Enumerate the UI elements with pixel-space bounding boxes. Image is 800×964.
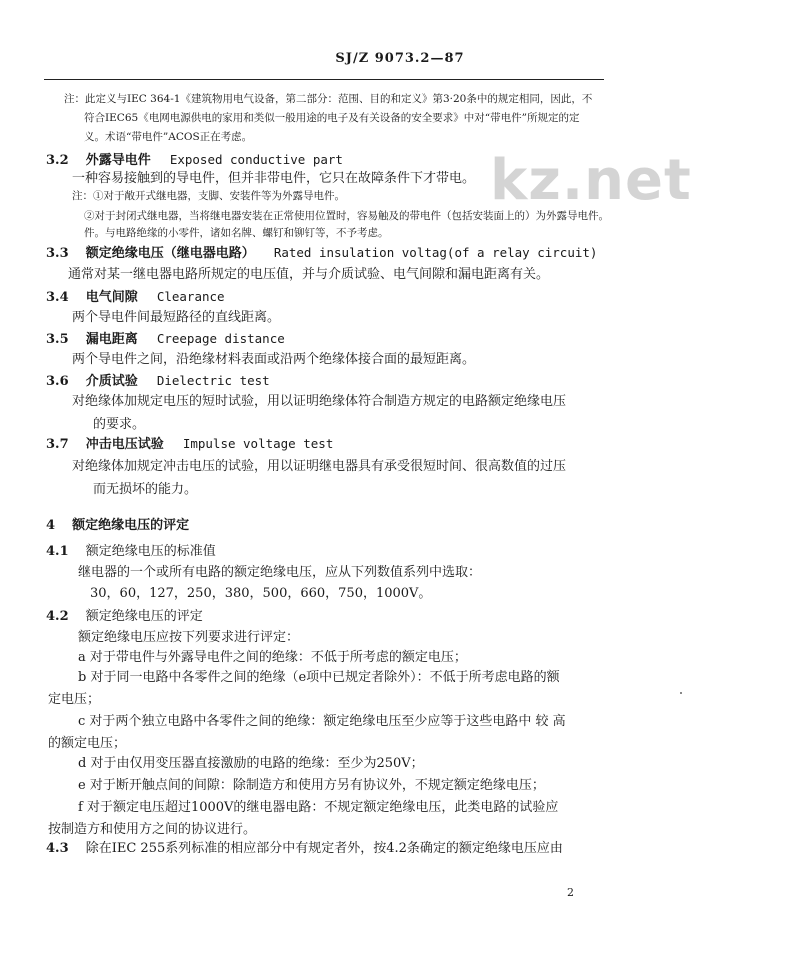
item-c-cont: 的额定电压；: [48, 736, 127, 751]
item-b: b 对于同一电路中各零件之间的绝缘（e项中已规定者除外）：不低于所考虑电路的额: [78, 670, 560, 685]
item-e: e 对于断开触点间的间隙：除制造方和使用方另有协议外，不规定额定绝缘电压；: [78, 778, 545, 793]
section-title: 外露导电件: [85, 153, 151, 168]
item-d: d 对于由仅用变压器直接激励的电路的绝缘：至少为250V；: [78, 756, 424, 771]
section-title: 介质试验: [85, 374, 138, 389]
section-3-7-text-cont: 而无损坏的能力。: [93, 482, 198, 497]
section-title: 电气间隙: [85, 290, 138, 305]
section-4-2-intro: 额定绝缘电压应按下列要求进行评定：: [78, 630, 300, 645]
section-3-2-note-2-cont: 件。与电路绝缘的小零件，诸如名牌、螺钉和铆钉等，不予考虑。: [84, 227, 389, 239]
item-b-cont: 定电压；: [48, 692, 101, 707]
section-3-6-text: 对绝缘体加规定电压的短时试验，用以证明绝缘体符合制造方规定的电路额定绝缘电压: [72, 394, 567, 409]
section-3-3-text: 通常对某一继电器电路所规定的电压值，并与介质试验、电气间隙和漏电距离有关。: [68, 267, 550, 282]
section-3-2-text: 一种容易接触到的导电件，但并非带电件，它只在故障条件下才带电。: [72, 171, 476, 186]
section-3-6-heading: [46, 370, 270, 389]
section-title: 额定绝缘电压的评定: [72, 518, 190, 533]
item-a: a 对于带电件与外露导电件之间的绝缘：不低于所考虑的额定电压；: [78, 650, 467, 665]
section-3-7-text: 对绝缘体加规定冲击电压的试验，用以证明继电器具有承受很短时间、很高数值的过压: [72, 459, 567, 474]
header-rule: [44, 79, 604, 80]
note-line-3: 义。术语“带电件”ACOS正在考虑。: [84, 131, 253, 143]
section-number: 4: [46, 518, 56, 533]
section-title: 额定绝缘电压（继电器电路）: [85, 246, 255, 261]
section-3-5-text: 两个导电件之间，沿绝缘材料表面或沿两个绝缘体接合面的最短距离。: [72, 352, 476, 367]
item-c: c 对于两个独立电路中各零件之间的绝缘：额定绝缘电压至少应等于这些电路中 较 高: [78, 714, 566, 729]
section-title-en: Clearance: [156, 289, 225, 304]
section-4-1-text: 继电器的一个或所有电路的额定绝缘电压，应从下列数值系列中选取：: [78, 565, 482, 580]
section-number: 3.5: [46, 332, 69, 347]
section-number: 3.7: [46, 437, 69, 452]
section-title-en: Exposed conductive part: [169, 152, 343, 167]
section-3-2-note-1: 注：①对于敞开式继电器，支脚、安装件等为外露导电件。: [72, 190, 345, 202]
section-3-2-note-2: ②对于封闭式继电器，当将继电器安装在正常使用位置时，容易触及的带电件（包括安装面上的）为外露导电件。: [84, 210, 609, 222]
note-line-1: 注：此定义与IEC 364-1《建筑物用电气设备，第二部分：范围、目的和定义》第3·20条中的规定相同，因此，不: [64, 93, 593, 105]
section-number: 4.1: [46, 544, 69, 559]
section-3-5-heading: [46, 328, 285, 347]
scan-speck: [680, 692, 682, 694]
section-4-heading: [46, 514, 189, 533]
item-f: f 对于额定电压超过1000V的继电器电路：不规定额定绝缘电压，此类电路的试验应: [78, 800, 559, 815]
standard-voltage-values: 30，60，127，250，380，500，660，750，1000V。: [90, 586, 432, 601]
section-3-3-heading: [46, 242, 597, 261]
section-number: 3.4: [46, 290, 69, 305]
section-number: 4.2: [46, 609, 69, 624]
section-4-2-heading: [46, 605, 203, 624]
section-title-en: Impulse voltage test: [182, 436, 334, 451]
section-title: 冲击电压试验: [85, 437, 164, 452]
section-title-en: Rated insulation voltag(of a relay circuit): [273, 245, 598, 260]
section-3-6-text-cont: 的要求。: [93, 417, 146, 432]
page-number: 2: [567, 886, 574, 899]
section-3-2-heading: [46, 149, 343, 168]
watermark: kz.net: [490, 148, 692, 213]
section-title: 额定绝缘电压的评定: [85, 609, 203, 624]
section-number: 3.3: [46, 246, 69, 261]
section-3-7-heading: [46, 433, 333, 452]
section-4-3: [46, 837, 563, 856]
section-title-en: Creepage distance: [156, 331, 285, 346]
section-number: 3.2: [46, 153, 69, 168]
section-4-1-heading: [46, 540, 216, 559]
section-number: 3.6: [46, 374, 69, 389]
section-3-4-text: 两个导电件间最短路径的直线距离。: [72, 310, 281, 325]
section-title-en: Dielectric test: [156, 373, 270, 388]
section-number: 4.3: [46, 841, 69, 856]
section-3-4-heading: [46, 286, 225, 305]
section-title: 漏电距离: [85, 332, 138, 347]
section-text: 除在IEC 255系列标准的相应部分中有规定者外，按4.2条确定的额定绝缘电压应由: [85, 841, 563, 856]
item-f-cont: 按制造方和使用方之间的协议进行。: [48, 822, 257, 837]
standard-number: SJ/Z 9073.2—87: [335, 51, 465, 66]
note-line-2: 符合IEC65《电网电源供电的家用和类似一般用途的电子及有关设备的安全要求》中对“带电件”所规定的定: [84, 112, 580, 124]
section-title: 额定绝缘电压的标准值: [85, 544, 216, 559]
